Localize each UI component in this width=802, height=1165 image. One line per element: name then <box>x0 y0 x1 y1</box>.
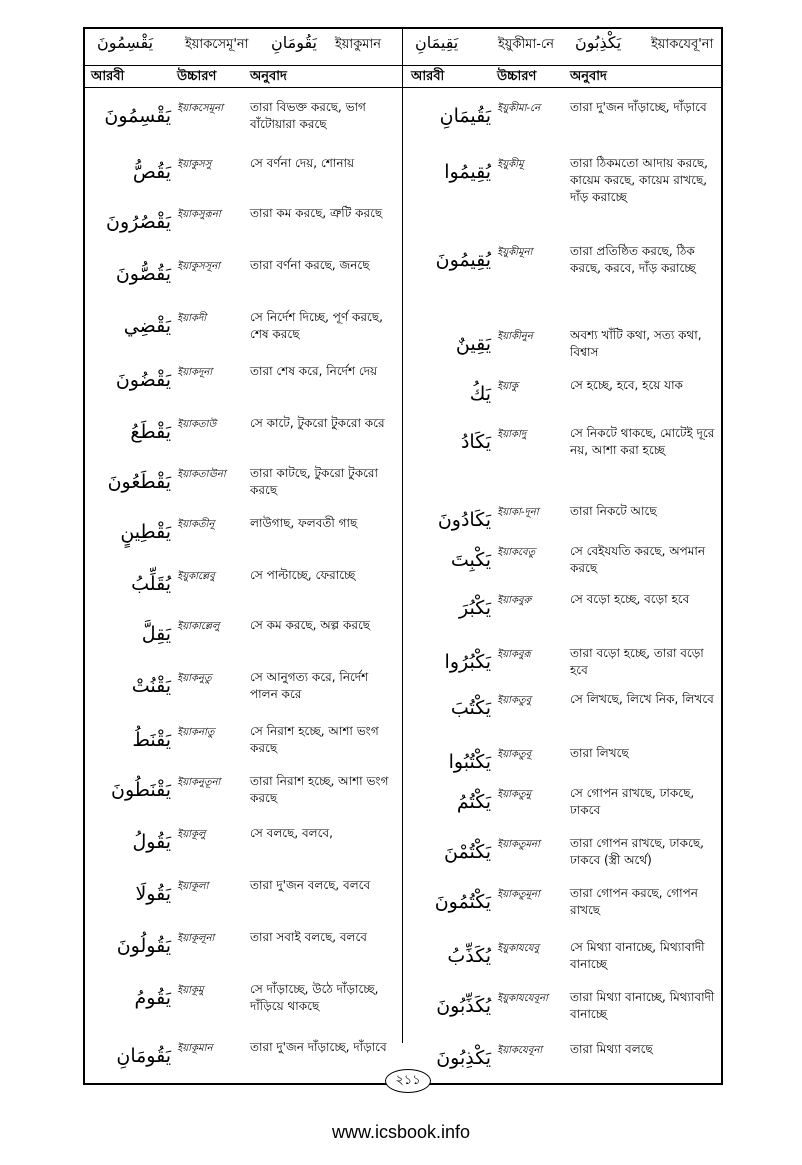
page-number: ২১১ <box>385 1069 431 1093</box>
entry-pronunciation: ইয়াকাল্লেলু <box>177 621 220 632</box>
entry-arabic: يُكَذِّبُونَ <box>436 995 491 1017</box>
entry-pronunciation: ইয়াকসেমূনা <box>177 103 224 114</box>
entry-arabic: يَقِينٌ <box>455 333 491 355</box>
entry-meaning: সে গোপন রাখছে, ঢাকছে, ঢাকবে <box>570 786 695 817</box>
entry-arabic: يُكَذِّبُ <box>447 945 491 967</box>
entry-arabic: يَقُولَا <box>135 883 171 905</box>
entry-meaning: তারা দু'জন দাঁড়াচ্ছে, দাঁড়াবে <box>250 1040 387 1054</box>
entry-arabic: يَقِلَّ <box>141 623 171 645</box>
entry-meaning: তারা প্রতিষ্ঠিত করছে, ঠিক করছে, করবে, দাঁড় করাচ্ছে <box>570 244 696 275</box>
entry-meaning: তারা লিখছে <box>570 746 629 760</box>
entry-meaning: লাউগাছ, ফলবতী গাছ <box>250 516 358 530</box>
entry-arabic: يَقْنُتْ <box>131 675 171 697</box>
footer-url: www.icsbook.info <box>331 1122 471 1142</box>
entry-arabic: يَقْسِمُونَ <box>104 105 171 127</box>
entry-arabic: يَقُولُونَ <box>116 935 171 957</box>
header-pron-2: ইয়াকুমান <box>335 37 382 52</box>
entry-meaning: তারা শেষ করে, নির্দেশ দেয় <box>250 364 378 378</box>
entry-pronunciation: ইয়াকুসসূনা <box>177 261 221 272</box>
entry-arabic: يَقْضِي <box>123 315 171 337</box>
entry-pronunciation: ইয়ুকীমা-নে <box>497 103 541 114</box>
entry-arabic: يَكْبُرَ <box>459 597 491 619</box>
entry-arabic: يَقْصُرُونَ <box>106 211 171 233</box>
entry-meaning: তারা দু'জন বলছে, বলবে <box>250 878 371 892</box>
column-divider <box>402 29 403 1043</box>
entry-pronunciation: ইয়ুকাল্লেবু <box>177 571 215 582</box>
entry-arabic: يَقْطَعُ <box>130 421 171 443</box>
entry-meaning: সে নিকটে থাকছে, মোটেই দূরে নয়, আশা করা হচ্ছে <box>570 426 715 457</box>
header-arabic-4: يَكْذِبُونَ <box>575 33 622 52</box>
entry-meaning: সে বড়ো হচ্ছে, বড়ো হবে <box>570 592 690 606</box>
entry-pronunciation: ইয়াকতুমূনা <box>497 889 540 900</box>
running-header <box>85 29 721 66</box>
entry-arabic: يَقُومُ <box>134 987 171 1009</box>
entry-pronunciation: ইয়ুকাযযেবু <box>497 943 540 954</box>
entry-arabic: يَكْتُمُ <box>456 791 491 813</box>
entry-meaning: তারা নিকটে আছে <box>570 504 657 518</box>
entry-meaning: সে বলছে, বলবে, <box>250 826 333 840</box>
entry-pronunciation: ইয়াকাদু <box>497 429 527 440</box>
header-pron-3: ইয়ুকীমা-নে <box>498 37 554 52</box>
entry-pronunciation: ইয়াকীনুন <box>497 331 533 342</box>
entry-arabic: يَكْذِبُونَ <box>436 1047 491 1069</box>
entry-pronunciation: ইয়ুকীমূ <box>497 159 524 170</box>
entry-pronunciation: ইয়াকনুতু <box>177 673 212 684</box>
entry-meaning: সে নিরাশ হচ্ছে, আশা ভংগ করছে <box>250 724 379 755</box>
entry-pronunciation: ইয়াকতুমু <box>497 789 532 800</box>
header-arabic-1: يَقْسِمُونَ <box>97 33 154 52</box>
entry-meaning: তারা দু'জন দাঁড়াচ্ছে, দাঁড়াবে <box>570 100 707 114</box>
entry-pronunciation: ইয়াকতাঊনা <box>177 469 226 480</box>
entry-arabic: يَكَادُونَ <box>437 509 491 531</box>
entry-meaning: তারা মিথ্যা বানাচ্ছে, মিথ্যাবাদী বানাচ্ছে <box>570 990 715 1021</box>
entry-arabic: يَقُيمَانِ <box>439 105 491 127</box>
entry-pronunciation: ইয়ুকীমূনা <box>497 247 533 258</box>
entry-meaning: তারা সবাই বলছে, বলবে <box>250 930 367 944</box>
col-arabic-right: আরবী <box>411 69 445 84</box>
entry-arabic: يَكْبِتَ <box>450 549 491 571</box>
entry-arabic: يُقِيمُوا <box>444 161 491 183</box>
header-arabic-3: يَقِيمَانِ <box>415 33 459 52</box>
entry-arabic: يَقُصُّونَ <box>115 263 171 285</box>
entry-meaning: তারা মিথ্যা বলছে <box>570 1042 653 1056</box>
entry-pronunciation: ইয়াকনুতূনা <box>177 777 221 788</box>
column-headers <box>85 65 721 88</box>
entry-arabic: يَقْطِينٍ <box>120 521 171 543</box>
entry-meaning: তারা কম করছে, ত্রুটি করছে <box>250 206 383 220</box>
entry-arabic: يَقُومَانِ <box>116 1045 171 1067</box>
entry-arabic: يَقُصُّ <box>132 161 171 183</box>
entry-arabic: يَقْنَطُ <box>132 729 171 751</box>
entry-arabic: يَكَادُ <box>460 431 491 453</box>
entry-pronunciation: ইয়াকতুবূ <box>497 749 532 760</box>
entry-meaning: তারা বিভক্ত করছে, ভাগ বাঁটোয়ারা করছে <box>250 100 366 131</box>
entry-pronunciation: ইয়াকবুরু <box>497 595 532 606</box>
entry-arabic: يُقِيمُونَ <box>435 249 491 271</box>
entry-meaning: সে মিথ্যা বানাচ্ছে, মিথ্যাবাদী বানাচ্ছে <box>570 940 705 971</box>
entry-pronunciation: ইয়াকতীনূ <box>177 519 215 530</box>
header-pron-1: ইয়াকসেমূ'না <box>185 37 249 52</box>
entry-meaning: তারা গোপন করছে, গোপন রাখছে <box>570 886 698 917</box>
entry-arabic: يَقْنَطُونَ <box>111 779 171 801</box>
entry-arabic: يَكْتُمُونَ <box>434 891 491 913</box>
entry-pronunciation: ইয়াকা-দূনা <box>497 507 539 518</box>
entry-meaning: সে বেইযযতি করছে, অপমান করছে <box>570 544 706 575</box>
entry-meaning: সে লিখছে, লিখে নিক, লিখবে <box>570 692 714 706</box>
entry-meaning: সে নির্দেশ দিচ্ছে, পূর্ণ করছে, শেষ করছে <box>250 310 383 341</box>
entry-arabic: يَكُ <box>469 383 491 405</box>
entry-meaning: সে কাটে, টুকরো টুকরো করে <box>250 416 385 430</box>
entry-pronunciation: ইয়াকতুবু <box>497 695 532 706</box>
entry-pronunciation: ইয়াকতুমনা <box>497 839 540 850</box>
header-pron-4: ইয়াকযেবূ'না <box>651 37 714 52</box>
entry-arabic: يَكْتُبُوا <box>448 751 491 773</box>
entry-meaning: সে হচ্ছে, হবে, হয়ে যাক <box>570 378 683 392</box>
entry-pronunciation: ইয়াকু <box>497 381 518 392</box>
entry-arabic: يَقْطَعُونَ <box>107 471 171 493</box>
entry-pronunciation: ইয়াকূলূনা <box>177 933 215 944</box>
col-meaning-right: অনুবাদ <box>570 69 607 84</box>
entry-arabic: يَكْتُبَ <box>450 697 491 719</box>
entry-meaning: তারা গোপন রাখছে, ঢাকছে, ঢাকবে (স্ত্রী অর্থে) <box>570 836 704 867</box>
dictionary-page <box>83 27 723 1088</box>
entry-pronunciation: ইয়াকূমু <box>177 985 204 996</box>
col-pron-right: উচ্চারণ <box>497 69 537 84</box>
col-meaning-left: অনুবাদ <box>250 69 287 84</box>
entry-meaning: সে দাঁড়াচ্ছে, উঠে দাঁড়াচ্ছে, দাঁড়িয়ে থাকছে <box>250 982 379 1013</box>
entry-meaning: তারা কাটছে, টুকরো টুকরো করছে <box>250 466 379 497</box>
entry-arabic: يَكْبُرُوا <box>444 651 491 673</box>
entry-arabic: يُقَلِّبُ <box>131 573 171 595</box>
entry-pronunciation: ইয়াকদূনা <box>177 367 213 378</box>
entry-arabic: يَقُولُ <box>132 831 171 853</box>
col-pron-left: উচ্চারণ <box>177 69 217 84</box>
entry-arabic: يَقْضُونَ <box>115 369 171 391</box>
entry-pronunciation: ইয়াকসুরূনা <box>177 209 221 220</box>
entry-meaning: তারা বর্ণনা করছে, জনছে <box>250 258 370 272</box>
entry-meaning: সে আনুগত্য করে, নির্দেশ পালন করে <box>250 670 369 701</box>
entry-meaning: সে পাল্টাচ্ছে, ফেরাচ্ছে <box>250 568 356 582</box>
entry-pronunciation: ইয়াকুসসু <box>177 159 212 170</box>
entry-meaning: তারা ঠিকমতো আদায় করছে, কায়েম করছে, কায়েম রাখছে, দাঁড় করাচ্ছে <box>570 156 708 204</box>
entry-pronunciation: ইয়াকূলা <box>177 881 209 892</box>
entry-meaning: তারা বড়ো হচ্ছে, তারা বড়ো হবে <box>570 646 704 677</box>
col-arabic-left: আরবী <box>91 69 125 84</box>
entry-pronunciation: ইয়াকবুরূ <box>497 649 531 660</box>
entry-pronunciation: ইয়াকূলু <box>177 829 206 840</box>
entry-pronunciation: ইয়াকূমান <box>177 1043 213 1054</box>
entry-meaning: সে বর্ণনা দেয়, শোনায় <box>250 156 355 170</box>
entry-pronunciation: ইয়াকযেবূনা <box>497 1045 543 1056</box>
entry-arabic: يَكْتُمْنَ <box>444 841 491 863</box>
entry-meaning: সে কম করছে, অল্প করছে <box>250 618 371 632</box>
entry-pronunciation: ইয়াকতাউ <box>177 419 217 430</box>
entry-pronunciation: ইয়াকনাতু <box>177 727 215 738</box>
entry-meaning: তারা নিরাশ হচ্ছে, আশা ভংগ করছে <box>250 774 389 805</box>
entry-pronunciation: ইয়াকদী <box>177 313 207 324</box>
header-arabic-2: يَقُومَانِ <box>271 33 318 52</box>
entry-pronunciation: ইয়াকবেতু <box>497 547 536 558</box>
entry-meaning: অবশ্য খাঁটি কথা, সত্য কথা, বিশ্বাস <box>570 328 702 359</box>
entry-pronunciation: ইয়ুকাযযেবূনা <box>497 993 548 1004</box>
